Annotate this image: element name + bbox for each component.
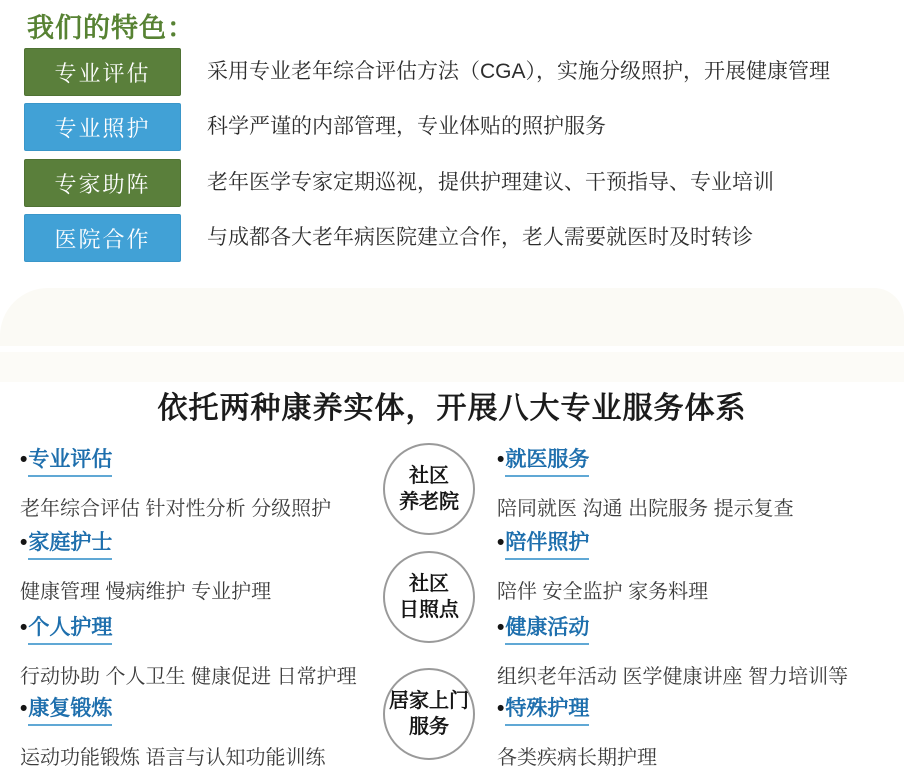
entity-circle-label: 居家上门 <box>389 690 469 712</box>
feature-badge-professional-assessment: 专业评估 <box>24 48 181 96</box>
service-item <box>20 692 326 770</box>
service-item <box>497 526 708 604</box>
service-title-row <box>20 443 331 477</box>
entity-circle-community-daycare <box>383 551 475 643</box>
feature-description: 采用专业老年综合评估方法（CGA），实施分级照护，开展健康管理 <box>207 60 831 83</box>
entity-circle-community-nursing-home <box>383 443 475 535</box>
service-link-health-activities[interactable]: • 健康活动 <box>505 611 589 645</box>
service-link-assessment[interactable]: • 专业评估 <box>28 443 112 477</box>
feature-description: 老年医学专家定期巡视，提供护理建议、干预指导、专业培训 <box>207 171 774 194</box>
feature-badge-professional-care: 专业照护 <box>24 103 181 151</box>
entity-circle-label: 日照点 <box>399 599 459 621</box>
feature-badge-hospital-cooperation: 医院合作 <box>24 214 181 262</box>
service-link-personal-care[interactable]: • 个人护理 <box>28 611 112 645</box>
service-link-companion-care[interactable]: • 陪伴照护 <box>505 526 589 560</box>
feature-row <box>0 159 904 207</box>
service-title-row <box>497 692 657 726</box>
entity-circle-label: 服务 <box>409 716 449 738</box>
entity-circle-label: 社区 <box>409 573 449 595</box>
feature-row <box>0 214 904 262</box>
service-title-row <box>497 611 848 645</box>
service-description: 各类疾病长期护理 <box>497 747 657 769</box>
service-description: 行动协助 个人卫生 健康促进 日常护理 <box>20 666 357 688</box>
service-item <box>20 526 271 604</box>
entity-circle-home-visit-service <box>383 668 475 760</box>
service-description: 老年综合评估 针对性分析 分级照护 <box>20 498 332 520</box>
service-item <box>497 611 848 689</box>
entity-circle-label: 养老院 <box>399 491 459 513</box>
service-link-medical-visit[interactable]: • 就医服务 <box>505 443 589 477</box>
service-title-row <box>497 443 794 477</box>
feature-description: 与成都各大老年病医院建立合作，老人需要就医时及时转诊 <box>207 226 753 249</box>
service-description: 陪同就医 沟通 出院服务 提示复查 <box>497 498 794 520</box>
service-item <box>20 443 331 521</box>
entity-circle-label: 社区 <box>409 465 449 487</box>
service-item <box>497 443 794 521</box>
feature-row <box>0 48 904 96</box>
service-title-row <box>20 692 326 726</box>
services-section-heading: 依托两种康养实体，开展八大专业服务体系 <box>157 392 747 425</box>
service-title-row <box>497 526 708 560</box>
service-link-rehab-exercise[interactable]: • 康复锻炼 <box>28 692 112 726</box>
service-description: 陪伴 安全监护 家务料理 <box>497 581 709 603</box>
feature-badge-expert-support: 专家助阵 <box>24 159 181 207</box>
background-tint-band <box>0 288 904 346</box>
background-tint-band <box>0 352 904 382</box>
service-link-family-nurse[interactable]: • 家庭护士 <box>28 526 112 560</box>
feature-row <box>0 103 904 151</box>
service-item <box>497 692 657 770</box>
service-description: 组织老年活动 医学健康讲座 智力培训等 <box>497 666 849 688</box>
service-title-row <box>20 526 271 560</box>
service-link-special-nursing[interactable]: • 特殊护理 <box>505 692 589 726</box>
service-title-row <box>20 611 357 645</box>
features-section-title: 我们的特色： <box>27 13 195 43</box>
service-item <box>20 611 357 689</box>
service-description: 运动功能锻炼 语言与认知功能训练 <box>20 747 326 769</box>
service-description: 健康管理 慢病维护 专业护理 <box>20 581 272 603</box>
feature-description: 科学严谨的内部管理，专业体贴的照护服务 <box>207 115 606 138</box>
